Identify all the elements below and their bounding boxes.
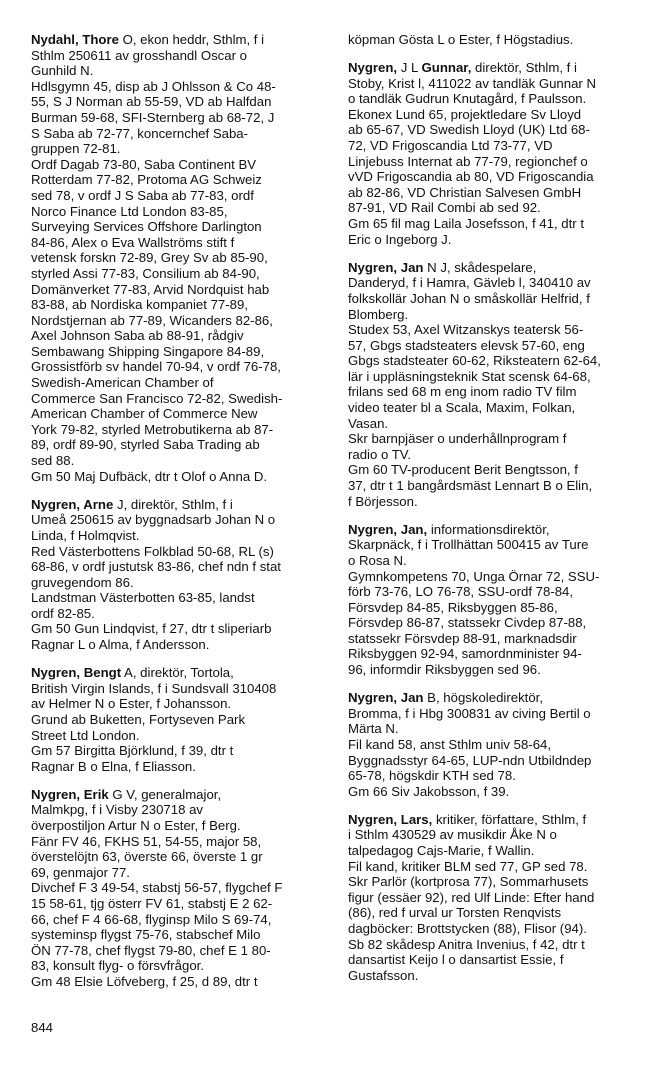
entry-line: ordf 82-85. <box>31 605 95 621</box>
entry-line: Gbgs stadsteater 60-62, Riksteatern 62-64, <box>348 353 601 369</box>
entry-name: Nydahl, Thore <box>31 32 119 47</box>
entry-first-line <box>348 812 638 828</box>
entry-name: Nygren, <box>348 60 398 76</box>
entry-line: Linjebuss Internat ab 77-79, regionchef o <box>348 153 588 169</box>
entry-line: 83, konsult flyg- o försvfrågor. <box>31 958 204 974</box>
entry-line: Gm 48 Elsie Löfveberg, f 25, d 89, dtr t <box>31 973 258 989</box>
entry-line: Grund ab Buketten, Fortyseven Park <box>31 711 246 727</box>
entry-first-line <box>348 260 638 276</box>
entry-line: Gm 50 Gun Lindqvist, f 27, dtr t sliperiarb <box>31 621 272 637</box>
entry-line: Sthlm 250611 av grosshandl Oscar o <box>31 47 248 63</box>
entry-first-line <box>31 665 321 681</box>
entry-line: förb 73-76, LO 76-78, SSU-ordf 78-84, <box>348 584 574 600</box>
entry-first-line-rest: J, direktör, Sthlm, f i <box>113 496 233 512</box>
entry-line: 89, ordf 89-90, styrled Saba Trading ab <box>31 437 260 453</box>
entry-line: Ragnar B o Elna, f Eliasson. <box>31 758 196 774</box>
entry-first-line <box>31 497 321 513</box>
entry-line: Landstman Västerbotten 63-85, landst <box>31 590 255 606</box>
entry-name: Nygren, Jan <box>348 690 424 706</box>
entry-line: 84-86, Alex o Eva Wallströms stift f <box>31 234 235 250</box>
entry-first-line <box>31 32 321 48</box>
entry-line: gruvegendom 86. <box>31 574 134 590</box>
entry-body <box>31 48 321 485</box>
entry-line: 55, S J Norman ab 55-59, VD ab Halfdan <box>31 94 272 110</box>
entry-line: York 79-82, styrled Metrobutikerna ab 87- <box>31 421 274 437</box>
entry-first-line-rest: O, ekon heddr, Sthlm, f i <box>118 32 265 47</box>
entry-line: styrled Assi 77-83, Consilium ab 84-90, <box>31 265 260 281</box>
entry-line: Gm 66 Siv Jakobsson, f 39. <box>348 783 510 799</box>
entry-line: Gm 60 TV-producent Berit Bengtsson, f <box>348 462 578 478</box>
entry-name-initials: J L <box>397 60 422 76</box>
entry-line: Fil kand 58, anst Sthlm univ 58-64, <box>348 736 552 752</box>
entry-line: Malmkpg, f i Visby 230718 av <box>31 802 204 818</box>
page-number: 844 <box>31 1020 54 1035</box>
entry-line: 15 58-61, tjg österr FV 61, stabstj E 2 62- <box>31 895 273 911</box>
entry-line: systeminsp flygst 75-76, stabschef Milo <box>31 927 261 943</box>
entry-line: Skr Parlör (kortprosa 77), Sommarhusets <box>348 874 589 890</box>
entry-line: Hdlsgymn 45, disp ab J Ohlsson & Co 48- <box>31 78 276 94</box>
entry-line: Gustafsson. <box>348 967 419 983</box>
entry-line: Märta N. <box>348 721 399 737</box>
entry-line: 69, genmajor 77. <box>31 864 130 880</box>
entry-nygren-jan-nj <box>348 260 638 510</box>
entry-line: Red Västerbottens Folkblad 50-68, RL (s) <box>31 543 274 559</box>
entry-line: (86), red f urval ur Torsten Renqvists <box>348 905 562 921</box>
entry-line: ÖN 77-78, chef flygst 79-80, chef E 1 80- <box>31 942 271 958</box>
entry-line: Nordstjernan ab 77-89, Wicanders 82-86, <box>31 312 273 328</box>
entry-line: Surveying Services Offshore Darlington <box>31 219 262 235</box>
entry-line: ab 82-86, VD Christian Salvesen GmbH <box>348 184 582 200</box>
entry-nygren-bengt <box>31 665 321 774</box>
entry-line: gruppen 72-81. <box>31 141 121 157</box>
entry-line: o tandläk Gudrun Knutagård, f Paulsson. <box>348 91 587 107</box>
entry-nygren-jan-info <box>348 522 638 678</box>
entry-line: dansartist Keijo l o dansartist Essie, f <box>348 952 564 968</box>
entry-line: 68-86, v ordf justutsk 83-86, chef ndn f stat <box>31 559 281 575</box>
entry-nygren-erik <box>31 787 321 990</box>
entry-line: Rotterdam 77-82, Protoma AG Schweiz <box>31 172 262 188</box>
entry-line: sed 88. <box>31 453 75 469</box>
entry-line: 66, chef F 4 66-68, flyginsp Milo S 69-74, <box>31 911 272 927</box>
entry-line: ab 65-67, VD Swedish Lloyd (UK) Ltd 68- <box>348 122 590 138</box>
entry-nydahl-thore <box>31 32 321 484</box>
entry-first-line-rest: G V, generalmajor, <box>108 786 222 802</box>
entry-line: Gunhild N. <box>31 63 94 79</box>
entry-line: Grossistförb sv handel 70-94, v ordf 76-78, <box>31 359 281 375</box>
entry-line: Norco Finance Ltd London 83-85, <box>31 203 228 219</box>
continuation-line: köpman Gösta L o Ester, f Högstadius. <box>348 32 574 47</box>
entry-first-line-rest: A, direktör, Tortola, <box>121 665 234 681</box>
entry-line: folkskollär Johan N o småskollär Helfrid, f <box>348 290 590 306</box>
entry-first-line-rest: B, högskoledirektör, <box>423 690 543 706</box>
entry-line: Gm 50 Maj Dufbäck, dtr t Olof o Anna D. <box>31 468 268 484</box>
entry-line: Gm 65 fil mag Laila Josefsson, f 41, dtr t <box>348 216 585 232</box>
entry-line: Fänr FV 46, FKHS 51, 54-55, major 58, <box>31 833 262 849</box>
entry-line: Skr barnpjäser o underhållnprogram f <box>348 431 567 447</box>
entry-line: Gm 57 Birgitta Björklund, f 39, dtr t <box>31 743 234 759</box>
entry-line: video teater bl a Scala, Maxim, Folkan, <box>348 400 576 416</box>
entry-line: Försvdep 84-85, Riksbyggen 85-86, <box>348 599 558 615</box>
entry-line: Bromma, f i Hbg 300831 av civing Bertil o <box>348 705 591 721</box>
entry-line: Street Ltd London. <box>31 727 140 743</box>
entry-line: Vasan. <box>348 415 389 431</box>
entry-line: Blomberg. <box>348 306 409 322</box>
entry-body <box>348 537 638 677</box>
entry-continuation <box>348 32 638 48</box>
entry-name: Nygren, Bengt <box>31 665 122 681</box>
entry-line: 83-88, ab Nordiska kompaniet 77-89, <box>31 297 248 313</box>
entry-line: Umeå 250615 av byggnadsarb Johan N o <box>31 512 276 528</box>
entry-line: Burman 59-68, SFI-Sternberg ab 68-72, J <box>31 109 275 125</box>
entry-body <box>348 275 638 509</box>
entry-nygren-arne <box>31 497 321 653</box>
entry-line: lär i uppläsningsteknik Stat scensk 64-68, <box>348 368 591 384</box>
entry-body <box>348 827 638 983</box>
entry-line: Sembawang Shipping Singapore 84-89, <box>31 343 265 359</box>
entry-line: Domänverket 77-83, Arvid Nordquist hab <box>31 281 270 297</box>
entry-name: Nygren, Jan, <box>348 521 428 537</box>
entry-first-line-rest: informationsdirektör, <box>427 521 550 537</box>
entry-name: Nygren, Erik <box>31 786 109 802</box>
entry-line: 57, Gbgs stadsteaters elevsk 57-60, eng <box>348 337 585 353</box>
entry-first-line <box>348 522 638 538</box>
entry-line: överstelöjtn 63, överste 66, överste 1 gr <box>31 849 263 865</box>
entry-body <box>31 681 321 775</box>
entry-line: av Helmer N o Ester, f Johansson. <box>31 696 232 712</box>
entry-first-line-rest: kritiker, författare, Sthlm, f <box>432 811 587 827</box>
entry-line: figur (essäer 92), red Ulf Linde: Efter hand <box>348 889 595 905</box>
entry-line: Ordf Dagab 73-80, Saba Continent BV <box>31 156 257 172</box>
entry-line: vVD Frigoscandia ab 80, VD Frigoscandia <box>348 169 594 185</box>
entry-line: British Virgin Islands, f i Sundsvall 310408 <box>31 680 277 696</box>
entry-line: vetensk forskn 72-89, Grey Sv ab 85-90, <box>31 250 268 266</box>
right-column <box>348 32 638 996</box>
entry-line: Danderyd, f i Hamra, Gävleb l, 340410 av <box>348 275 591 291</box>
entry-line: Ekonex Lund 65, projektledare Sv Lloyd <box>348 106 582 122</box>
entry-line: f Börjesson. <box>348 493 418 509</box>
entry-body <box>348 706 638 800</box>
entry-line: Sb 82 skådesp Anitra Invenius, f 42, dtr t <box>348 936 585 952</box>
entry-line: Swedish-American Chamber of <box>31 375 214 391</box>
entry-line: Eric o Ingeborg J. <box>348 231 452 247</box>
entry-line: Divchef F 3 49-54, stabstj 56-57, flygchef F <box>31 880 283 896</box>
entry-name: Nygren, Jan <box>348 259 424 275</box>
entry-line: radio o TV. <box>348 446 412 462</box>
entry-line: Studex 53, Axel Witzanskys teatersk 56- <box>348 322 584 338</box>
entry-line: American Chamber of Commerce New <box>31 406 258 422</box>
entry-body <box>348 76 638 248</box>
entry-line: 72, VD Frigoscandia Ltd 73-77, VD <box>348 138 553 154</box>
entry-line: Commerce San Francisco 72-82, Swedish- <box>31 390 283 406</box>
entry-line: Byggnadsstyr 64-65, LUP-ndn Utbildndep <box>348 752 592 768</box>
entry-line: S Saba ab 72-77, koncernchef Saba- <box>31 125 249 141</box>
entry-line: Linda, f Holmqvist. <box>31 527 140 543</box>
entry-line: 96, informdir Riksbyggen sed 96. <box>348 662 541 678</box>
entry-body <box>31 512 321 652</box>
entry-line: Stoby, Krist l, 411022 av tandläk Gunnar N <box>348 75 597 91</box>
entry-name: Nygren, Arne <box>31 496 114 512</box>
entry-line: o Rosa N. <box>348 552 407 568</box>
entry-line: sed 78, v ordf J S Saba ab 77-83, ordf <box>31 187 254 203</box>
entry-line: Riksbyggen 92-94, samordnminister 94- <box>348 646 582 662</box>
entry-line: statssekr Försvdep 88-91, marknadsdir <box>348 630 577 646</box>
entry-line: frilans sed 68 m eng inom radio TV film <box>348 384 577 400</box>
entry-line: Axel Johnson Saba ab 88-91, rådgiv <box>31 328 244 344</box>
entry-line: Skarpnäck, f i Trollhättan 500415 av Ture <box>348 537 589 553</box>
entry-name: Nygren, Lars, <box>348 811 433 827</box>
entry-line: 65-78, högskdir KTH sed 78. <box>348 768 516 784</box>
entry-line: 37, dtr t 1 bangårdsmäst Lennart B o Elin, <box>348 478 593 494</box>
entry-body <box>31 802 321 989</box>
entry-nygren-lars <box>348 812 638 984</box>
entry-line: överpostiljon Artur N o Ester, f Berg. <box>31 818 241 833</box>
entry-first-line <box>31 787 321 803</box>
left-column <box>31 32 321 1002</box>
entry-line: talpedagog Cajs-Marie, f Wallin. <box>348 843 535 858</box>
entry-line: Gymnkompetens 70, Unga Örnar 72, SSU- <box>348 568 600 584</box>
entry-first-line <box>348 690 638 706</box>
entry-line: Ragnar L o Alma, f Andersson. <box>31 637 210 653</box>
entry-line: Fil kand, kritiker BLM sed 77, GP sed 78. <box>348 858 588 874</box>
entry-first-line-rest: N J, skådespelare, <box>423 259 537 275</box>
entry-first-line-rest: direktör, Sthlm, f i <box>471 60 577 76</box>
entry-line: 87-91, VD Rail Combi ab sed 92. <box>348 200 541 216</box>
entry-line: dagböcker: Brottstycken (88), Flisor (94). <box>348 920 587 936</box>
entry-name-given: Gunnar, <box>421 60 472 76</box>
entry-nygren-jan-b <box>348 690 638 799</box>
entry-first-line <box>348 60 638 76</box>
entry-line: i Sthlm 430529 av musikdir Åke N o <box>348 827 557 843</box>
entry-line: Försvdep 86-87, statssekr Civdep 87-88, <box>348 615 587 631</box>
entry-nygren-gunnar <box>348 60 638 247</box>
